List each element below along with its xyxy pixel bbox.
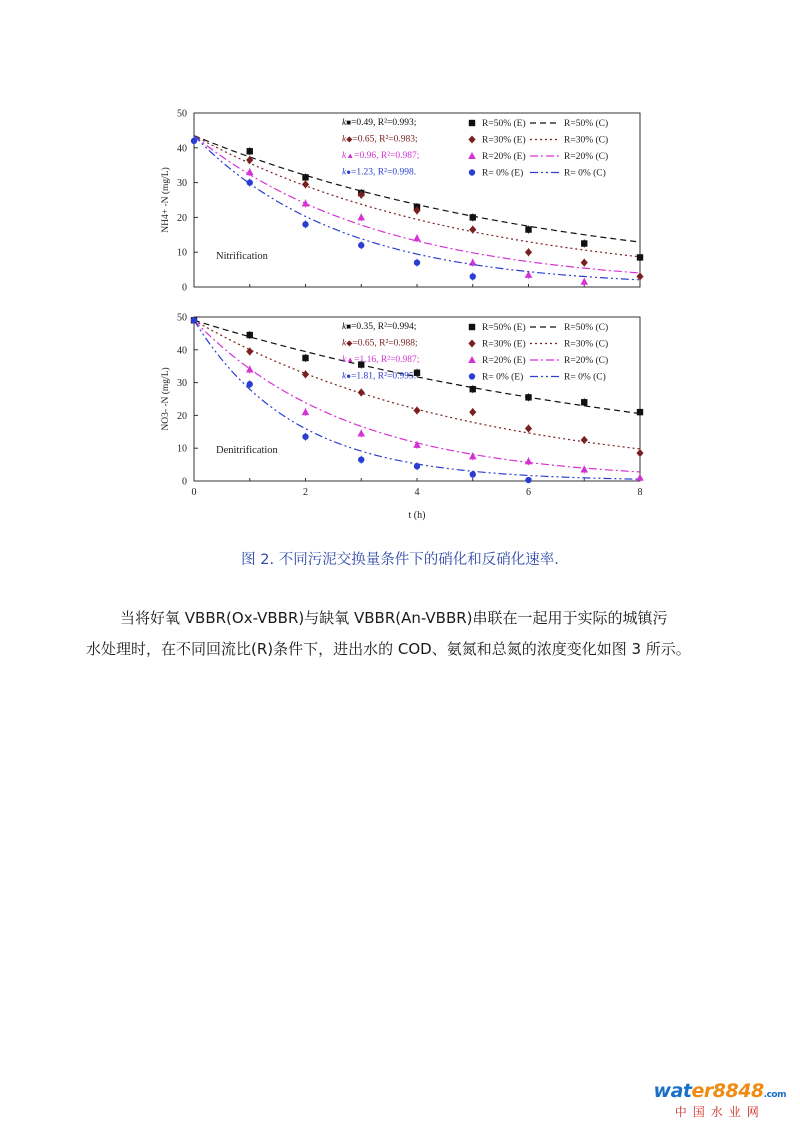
rate-symbol: ■ (346, 322, 352, 331)
data-point-circle (525, 477, 531, 483)
rate-k: k (342, 338, 347, 349)
data-point-triangle (302, 199, 310, 206)
body-paragraph-line1: 当将好氧 VBBR(Ox-VBBR)与缺氧 VBBR(An-VBBR)串联在一起用于实际的城镇污 (120, 609, 668, 627)
x-tick-label: 0 (191, 487, 197, 498)
watermark-cn-text: 中国水业网 (674, 1105, 765, 1119)
rate-symbol: ● (346, 167, 352, 177)
data-point-square (247, 332, 253, 338)
data-point-square (637, 254, 643, 260)
data-point-square (247, 148, 253, 154)
data-point-circle (414, 463, 420, 469)
data-point-triangle (413, 234, 421, 241)
legend-label-calc: R=30% (C) (564, 339, 609, 350)
y-tick-label: 30 (177, 178, 187, 190)
data-point-diamond (469, 408, 476, 416)
legend-label-exp: R=20% (E) (482, 356, 526, 366)
rate-constant-label (342, 322, 416, 332)
data-point-diamond (525, 248, 532, 256)
rate-k: k (342, 118, 347, 128)
legend-label-exp: R= 0% (E) (482, 168, 524, 179)
y-tick-label: 50 (177, 108, 187, 120)
x-tick-label: 6 (526, 487, 531, 498)
y-tick-label: 40 (177, 345, 187, 357)
legend-label-calc: R= 0% (C) (564, 372, 606, 383)
data-point-square (302, 355, 308, 361)
legend-marker-triangle (468, 356, 476, 363)
rate-k: k (342, 151, 347, 161)
rate-text: =0.49, R²=0.993; (351, 118, 417, 128)
data-point-circle (302, 221, 308, 227)
rate-constant-label (342, 168, 416, 178)
y-tick-label: 40 (177, 143, 187, 155)
data-point-square (525, 226, 531, 232)
rate-symbol: ▲ (346, 355, 355, 364)
data-point-circle (247, 179, 253, 185)
data-point-triangle (580, 466, 588, 473)
figure-caption: 图 2. 不同污泥交换量条件下的硝化和反硝化速率. (241, 552, 559, 568)
legend-label-exp: R= 0% (E) (482, 372, 524, 383)
rate-constant-label (342, 355, 419, 365)
data-point-square (525, 394, 531, 400)
data-point-triangle (469, 452, 477, 459)
data-point-diamond (581, 259, 588, 267)
rate-text: =0.65, R²=0.983; (352, 134, 418, 145)
rate-constant-label (342, 372, 416, 382)
x-tick-label: 2 (303, 487, 308, 498)
data-point-circle (470, 273, 476, 279)
legend-label-exp: R=20% (E) (482, 152, 526, 162)
data-point-circle (470, 471, 476, 477)
water8848-watermark (654, 1080, 786, 1120)
rate-k: k (342, 322, 347, 332)
legend-label-calc: R=20% (C) (564, 356, 609, 366)
data-point-circle (191, 317, 197, 323)
y-tick-label: 50 (177, 312, 187, 324)
y-tick-label: 0 (182, 282, 187, 294)
rate-text: =0.35, R²=0.994; (351, 322, 417, 332)
y-tick-label: 20 (177, 212, 187, 224)
data-point-diamond (636, 449, 643, 457)
y-tick-label: 30 (177, 378, 187, 390)
legend-marker-circle (469, 169, 475, 175)
data-point-square (581, 399, 587, 405)
data-point-triangle (302, 408, 310, 415)
data-point-square (470, 214, 476, 220)
rate-k: k (342, 167, 347, 178)
y-tick-label: 10 (177, 247, 187, 259)
data-point-diamond (581, 436, 588, 444)
panel-annotation: Denitrification (216, 445, 278, 456)
rate-k: k (342, 355, 347, 365)
water8848-logo: water8848.com (653, 1080, 786, 1102)
legend-marker-diamond (468, 136, 475, 144)
rate-constant-label (342, 339, 418, 349)
rate-constant-label (342, 151, 419, 161)
panel-bottom (160, 313, 644, 522)
rate-k: k (342, 134, 347, 145)
data-point-circle (358, 456, 364, 462)
y-axis-label: NH4+ -N (mg/L) (161, 167, 171, 233)
rate-symbol: ● (346, 371, 352, 381)
rate-text: =0.65, R²=0.988; (352, 338, 418, 349)
rate-text: =1.16, R²=0.987; (354, 355, 420, 365)
data-point-triangle (357, 213, 365, 220)
data-point-diamond (246, 156, 253, 164)
rate-symbol: ▲ (346, 151, 355, 160)
data-point-triangle (525, 457, 533, 464)
data-point-square (637, 409, 643, 415)
y-tick-label: 10 (177, 443, 187, 455)
legend-marker-square (469, 324, 475, 330)
data-point-triangle (246, 168, 254, 175)
fit-curve-square (194, 320, 640, 413)
data-point-square (581, 240, 587, 246)
legend-label-exp: R=30% (E) (482, 135, 526, 146)
legend-marker-square (469, 120, 475, 126)
x-tick-label: 8 (637, 487, 643, 498)
data-point-circle (358, 242, 364, 248)
data-point-circle (247, 381, 253, 387)
legend-label-calc: R= 0% (C) (564, 168, 606, 179)
legend-label-calc: R=50% (C) (564, 323, 609, 333)
data-point-square (302, 174, 308, 180)
rate-text: =1.81, R²=0.995. (351, 371, 417, 382)
legend-label-exp: R=50% (E) (482, 119, 526, 129)
legend-marker-circle (469, 373, 475, 379)
data-point-triangle (357, 429, 365, 436)
data-point-circle (302, 434, 308, 440)
rate-symbol: ◆ (346, 338, 353, 348)
rate-k: k (342, 371, 347, 382)
rate-symbol: ◆ (346, 134, 353, 144)
rate-constant-label (342, 118, 416, 128)
rate-symbol: ■ (346, 118, 352, 127)
data-point-diamond (358, 388, 365, 396)
x-tick-label: 4 (414, 487, 420, 498)
legend-marker-diamond (468, 340, 475, 348)
data-point-diamond (413, 406, 420, 414)
data-point-diamond (302, 370, 309, 378)
body-paragraph-line2: 水处理时，在不同回流比(R)条件下，进出水的 COD、氨氮和总氮的浓度变化如图 3 所示。 (86, 640, 691, 658)
data-point-square (470, 386, 476, 392)
x-axis-label: t (h) (408, 510, 426, 521)
data-point-diamond (469, 226, 476, 234)
data-point-diamond (525, 425, 532, 433)
legend-label-calc: R=30% (C) (564, 135, 609, 146)
legend-label-exp: R=50% (E) (482, 323, 526, 333)
legend-label-calc: R=20% (C) (564, 152, 609, 162)
data-point-circle (191, 138, 197, 144)
rate-text: =0.96, R²=0.987; (354, 151, 420, 161)
y-axis-label: NO3- -N (mg/L) (161, 367, 171, 431)
data-point-triangle (413, 441, 421, 448)
data-point-triangle (580, 278, 588, 285)
panel-annotation: Nitrification (216, 251, 268, 262)
rate-constant-label (342, 135, 418, 145)
rate-text: =1.23, R²=0.998. (351, 167, 417, 178)
y-tick-label: 0 (182, 476, 187, 488)
panel-top (160, 109, 644, 294)
legend-label-calc: R=50% (C) (564, 119, 609, 129)
data-point-circle (414, 259, 420, 265)
legend-marker-triangle (468, 152, 476, 159)
y-tick-label: 20 (177, 410, 187, 422)
rate-figure (150, 95, 670, 535)
legend-label-exp: R=30% (E) (482, 339, 526, 350)
